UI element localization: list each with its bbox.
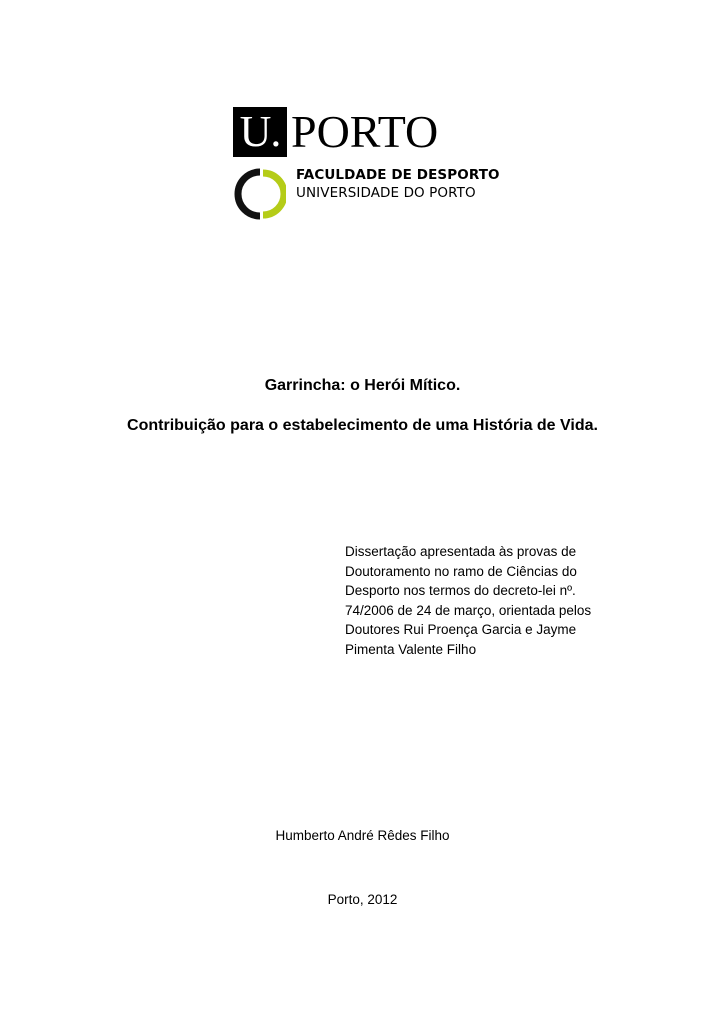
dissertation-description: [345, 542, 665, 660]
description-line: Desporto nos termos do decreto-lei nº.: [345, 583, 576, 599]
faculty-name-line-2: UNIVERSIDADE DO PORTO: [296, 185, 476, 201]
description-line: 74/2006 de 24 de março, orientada pelos: [345, 602, 592, 618]
description-line: Pimenta Valente Filho: [345, 641, 477, 657]
faculty-ring-dark-arc: [238, 172, 260, 216]
uporto-logo-porto-word: PORTO: [291, 106, 439, 157]
author-name: Humberto André Rêdes Filho: [275, 828, 450, 843]
faculty-name: [296, 166, 500, 202]
uporto-logo: [233, 107, 438, 157]
faculty-name-line-1: FACULDADE DE DESPORTO: [296, 167, 500, 183]
faculty-ring-icon: [234, 168, 286, 220]
description-line: Dissertação apresentada às provas de: [345, 544, 577, 559]
uporto-logo-u-box: U.: [233, 107, 287, 157]
faculty-ring-accent-arc: [263, 173, 284, 215]
place-and-date: Porto, 2012: [327, 892, 398, 907]
thesis-subtitle: Contribuição para o estabelecimento de uma História de Vida.: [127, 417, 598, 434]
thesis-title: Garrincha: o Herói Mítico.: [264, 377, 461, 394]
description-line: Doutoramento no ramo de Ciências do: [345, 563, 577, 579]
description-line: Doutores Rui Proença Garcia e Jayme: [345, 622, 577, 638]
